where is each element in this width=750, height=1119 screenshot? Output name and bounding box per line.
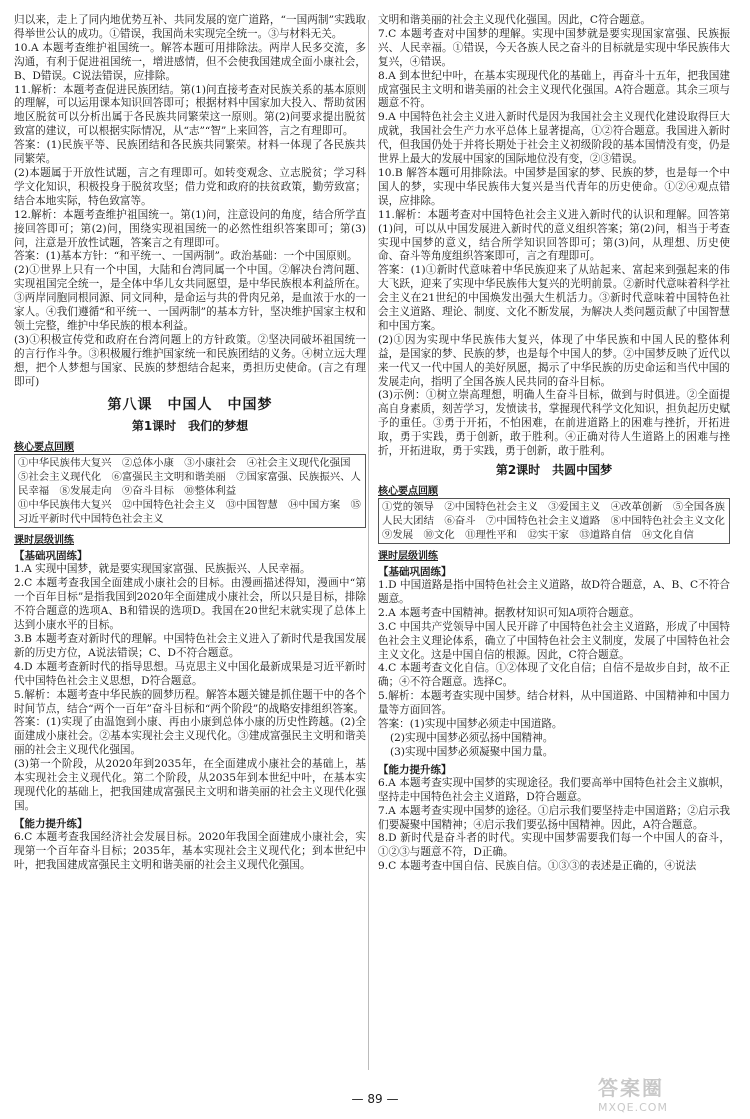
answer-item: 6.A 本题考查实现中国梦的实现途径。我们要高举中国特色社会主义旗帜，坚持走中国特色社会主义道路，D符合题意。 — [378, 776, 730, 803]
ability-practice-label: 【能力提升练】 — [378, 763, 452, 776]
answer-item: 6.C 本题考查我国经济社会发展目标。2020年我国全面建成小康社会，实现第一个百年奋斗目标；2035年，基本实现社会主义现代化；到本世纪中叶，把我国建成富强民主文明和谐美丽的社会主义现代化强国。 — [14, 830, 366, 871]
paragraph: (3)①积极宣传党和政府在台湾问题上的方针政策。②坚决同破坏祖国统一的言行作斗争。③积极履行维护国家统一和民族团结的义务。④树立远大理想，把个人梦想与国家、民族的梦想结合起来，勇担历史使命。(言之有理即可) — [14, 333, 366, 388]
left-column — [14, 14, 366, 1074]
watermark-text: 答案圈 — [598, 1076, 664, 1100]
period-title: 第2课时 共圆中国梦 — [495, 463, 613, 477]
paragraph: 答案：(1)①新时代意味着中华民族迎来了从站起来、富起来到强起来的伟大飞跃，迎来了实现中华民族伟大复兴的光明前景。②新时代意味着科学社会主义在21世纪的中国焕发出强大生机活力。③新时代意味着中国特色社会主义道路、理论、制度、文化不断发展，为解决人类问题贡献了中国智慧和中国方案。 — [378, 264, 730, 332]
paragraph: (2)本题属于开放性试题，言之有理即可。如转变观念、立志脱贫；学习科学文化知识，积极投身于脱贫攻坚；借力党和政府的扶贫政策，勤劳致富；结合本地实际，特色致富等。 — [14, 166, 366, 207]
paragraph: 9.A 中国特色社会主义进入新时代是因为我国社会主义现代化建设取得巨大成就，我国社会生产力水平总体上显著提高，①②符合题意。我国进入新时代，但我国仍处于并将长期处于社会主义初级阶段的基本国情没有变，仍是世界上最大的发展中国家的国际地位没有变，②③错误。 — [378, 111, 730, 166]
answer-item: 4.D 本题考查新时代的指导思想。马克思主义中国化最新成果是习近平新时代中国特色社会主义思想，D符合题意。 — [14, 660, 366, 687]
answer-item: (3)第一个阶段，从2020年到2035年，在全面建成小康社会的基础上，基本实现社会主义现代化。第二个阶段，从2035年到本世纪中叶，在基本实现现代化的基础上，把我国建成富强民主文明和谐美丽的社会主义现代化强国。 — [14, 758, 366, 812]
page-number: — 89 — — [351, 1092, 399, 1106]
paragraph: 10.B 解答本题可用排除法。中国梦是国家的梦、民族的梦，也是每一个中国人的梦，实现中华民族伟大复兴是当代青年的历史使命。①②④观点错误，应排除。 — [378, 166, 730, 207]
paragraph: 7.C 本题考查对中国梦的理解。实现中国梦就是要实现国家富强、民族振兴、人民幸福。①错误，今天各族人民之奋斗的目标就是实现中华民族伟大复兴，④错误。 — [378, 27, 730, 68]
paragraph: 答案：(1)基本方针：“和平统一、一国两制”。政治基础：一个中国原则。 — [14, 250, 358, 263]
answer-item: (3)实现中国梦必须凝聚中国力量。 — [390, 745, 554, 758]
answer-item: 1.D 中国道路是指中国特色社会主义道路，故D符合题意，A、B、C不符合题意。 — [378, 579, 730, 605]
key-points-row: ①党的领导 ②中国特色社会主义 ③爱国主义 ④改革创新 ⑤全国各族人民大团结 ⑥奋斗 ⑦中国特色社会主义道路 ⑧中国特色社会主义文化 ⑨发展 ⑩文化 ⑪理性平和 ⑫实干家 ⑬道路自信 ⑭文化自信 — [382, 501, 736, 541]
answer-item: 5.解析：本题考查实现中国梦。结合材料，从中国道路、中国精神和中国力量等方面回答。 — [378, 690, 730, 717]
paragraph: (3)示例：①树立崇高理想，明确人生奋斗目标，做到与时俱进。②全面提高自身素质，刻苦学习，发愤读书，掌握现代科学文化知识，担负起历史赋予的重任。③勇于开拓，不怕困难，在前进道路上的困难与挫折，开拓进取，勇于实践，勇于创新，敢于胜利。④正确对待人生道路上的困难与挫折，开拓进取，勇于实践，勇于创新，敢于胜利。 — [378, 389, 730, 458]
key-points-row: ⑪中华民族伟大复兴 ⑫中国特色社会主义 ⑬中国智慧 ⑭中国方案 ⑮习近平新时代中国特色社会主义 — [18, 499, 361, 526]
answer-item: 8.D 新时代是奋斗者的时代。实现中国梦需要我们每一个中国人的奋斗，①②③与题意不符，D正确。 — [378, 832, 730, 859]
key-points-box — [14, 454, 366, 528]
paragraph: 12.解析：本题考查维护祖国统一。第(1)问，注意设问的角度，结合所学直接回答即可；第(2)问，围绕实现祖国统一的必然性组织答案即可；第(3)问，注意是开放性试题，答案言之有理即可。 — [14, 208, 366, 249]
paragraph: (2)①世界上只有一个中国，大陆和台湾同属一个中国。②解决台湾问题、实现祖国完全统一，是全体中华儿女共同愿望，是中华民族根本利益所在。③两岸同胞同根同源、同文同种，是命运与共的骨肉兄弟，是血浓于水的一家人。④我们遵循“和平统一、一国两制”的基本方针，坚决维护国家主权和领土完整，维护中华民族的根本利益。 — [14, 264, 366, 332]
paragraph: 11.解析：本题考查对中国特色社会主义进入新时代的认识和理解。回答第(1)问，可以从中国发展进入新时代的意义组织答案；第(2)问，相当于考查实现中国梦的意义，结合所学知识回答即可；第(3)问，从理想、历史使命、奋斗等角度组织答案即可，言之有理即可。 — [378, 208, 730, 263]
key-points-label: 核心要点回顾 — [378, 486, 438, 497]
paragraph: 10.A 本题考查维护祖国统一。解答本题可用排除法。两岸人民多交流，多沟通，有利于促进祖国统一，增进感情，但不会使我国建成全面小康社会，B、D错误。C说法错误，应排除。 — [14, 41, 366, 82]
column-divider — [368, 20, 369, 1070]
key-points-box — [378, 498, 736, 544]
answer-item: 2.C 本题考查我国全面建成小康社会的目标。由漫画描述得知，漫画中“第一个百年目标”是指我国到2020年全面建成小康社会，所以只是目标，排除不符合题意的选项A、B和错误的选项D。我国在20世纪末就实现了总体上达到小康水平的目标。 — [14, 577, 366, 632]
ability-practice-label: 【能力提升练】 — [14, 817, 88, 830]
practice-label: 课时层级训练 — [14, 535, 74, 547]
answer-item: 3.B 本题考查对新时代的理解。中国特色社会主义进入了新时代是我国发展新的历史方位，A说法错误；C、D不符合题意。 — [14, 633, 366, 659]
basic-practice-label: 【基础巩固练】 — [14, 550, 88, 563]
answer-item: 1.A 实现中国梦，就是要实现国家富强、民族振兴、人民幸福。 — [14, 563, 311, 576]
paragraph: 8.A 到本世纪中叶，在基本实现现代化的基础上，再奋斗十五年，把我国建成富强民主文明和谐美丽的社会主义现代化强国。A符合题意。其余三项与题意不符。 — [378, 69, 730, 110]
answer-item: (2)实现中国梦必须弘扬中国精神。 — [390, 731, 554, 744]
answer-item: 7.A 本题考查实现中国梦的途径。①启示我们要坚持走中国道路；②启示我们要凝聚中国精神；④启示我们要弘扬中国精神。因此，A符合题意。 — [378, 804, 730, 831]
answer-item: 9.C 本题考查中国自信、民族自信。①③③的表述是正确的，④说法 — [378, 860, 697, 873]
answer-item: 2.A 本题考查中国精神。据教材知识可知A项符合题意。 — [378, 606, 640, 619]
key-points-row: ①中华民族伟大复兴 ②总体小康 ③小康社会 ④社会主义现代化强国 ⑤社会主义现代化 ⑥富强民主文明和谐美丽 ⑦国家富强、民族振兴、人民幸福 ⑧发展走向 ⑨奋斗目标 ⑩整体利益 — [18, 457, 361, 498]
paragraph: 文明和谐美丽的社会主义现代化强国。因此，C符合题意。 — [378, 14, 651, 26]
answer-item: 答案：(1)实现了由温饱到小康、再由小康到总体小康的历史性跨越。(2)全面建成小康社会。②基本实现社会主义现代化。③建成富强民主文明和谐美丽的社会主义现代化强国。 — [14, 716, 366, 757]
paragraph: 11.解析：本题考查促进民族团结。第(1)问直接考查对民族关系的基本原则的理解，可以运用课本知识回答即可；根据材料中国家加大投入、帮助贫困地区脱贫可以分析出属于各民族共同繁荣这一原则。第(2)问要求提出脱贫致富的建议，可以根据实际情况，从“志”“智”上来回答，言之有理即可。 — [14, 83, 366, 138]
answer-item: 5.解析：本题考查中华民族的圆梦历程。解答本题关键是抓住题干中的各个时间节点，结合“两个一百年”奋斗目标和“两个阶段”的战略安排组织答案。 — [14, 688, 366, 715]
paragraph: 答案：(1)民族平等、民族团结和各民族共同繁荣。材料一体现了各民族共同繁荣。 — [14, 139, 366, 166]
practice-label: 课时层级训练 — [378, 551, 438, 562]
watermark-url: MXQE.COM — [598, 1101, 668, 1114]
lesson-title: 第八课 中国人 中国梦 — [107, 397, 273, 414]
paragraph: (2)①因为实现中华民族伟大复兴，体现了中华民族和中国人民的整体利益，是国家的梦、民族的梦，也是每个中国人的梦。②中国梦反映了近代以来一代又一代中国人的美好夙愿，揭示了中华民族的历史命运和当代中国的发展走向，指明了全国各族人民共同的奋斗目标。 — [378, 333, 730, 388]
basic-practice-label: 【基础巩固练】 — [378, 566, 452, 578]
left-intro — [14, 14, 366, 389]
paragraph: 归以来，走上了同内地优势互补、共同发展的宽广道路，“一国两制”实践取得举世公认的成功。①错误，我国尚未实现完全统一。③与材料无关。 — [14, 14, 366, 40]
answer-item: 3.C 中国共产党领导中国人民开辟了中国特色社会主义道路，形成了中国特色社会主义理论体系，确立了中国特色社会主义制度，发展了中国特色社会主义文化。这是中国自信的根源。因此，C符合题意。 — [378, 620, 730, 661]
answer-item: 答案：(1)实现中国梦必须走中国道路。 — [378, 718, 563, 731]
answer-item: 4.C 本题考查文化自信。①②体现了文化自信；自信不是故步自封，故不正确；④不符合题意。选择C。 — [378, 662, 730, 689]
period-title: 第1课时 我们的梦想 — [131, 419, 249, 434]
key-points-label: 核心要点回顾 — [14, 442, 74, 454]
right-column — [378, 14, 736, 1074]
site-watermark-logo — [598, 1072, 738, 1112]
